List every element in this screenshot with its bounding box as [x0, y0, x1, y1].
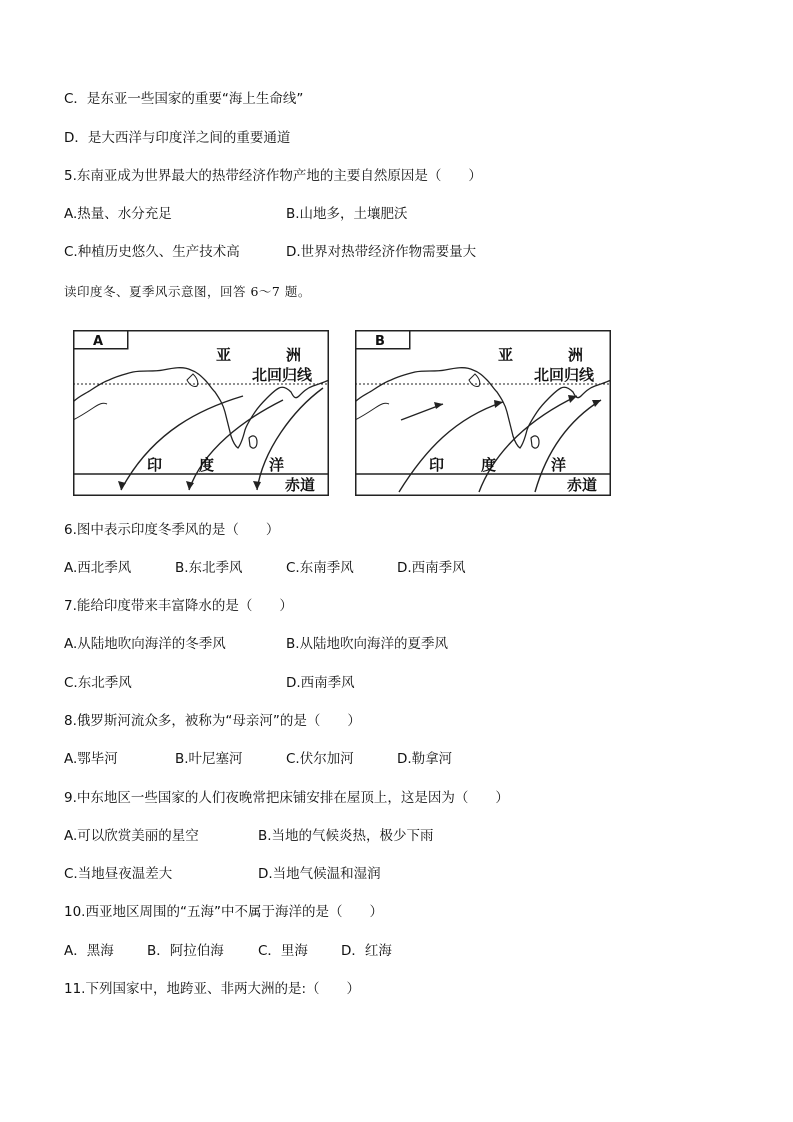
q10-option-c: C．里海	[258, 943, 308, 959]
q5-stem: 5.东南亚成为世界最大的热带经济作物产地的主要自然原因是（ ）	[64, 168, 482, 184]
q9-option-d: D.当地气候温和湿润	[258, 866, 381, 882]
tropic-label: 北回归线	[252, 366, 313, 384]
q10-option-d: D．红海	[341, 943, 392, 959]
ocean-char-1: 印	[147, 456, 163, 474]
q7-option-a: A.从陆地吹向海洋的冬季风	[64, 636, 226, 652]
ocean-char-2: 度	[199, 456, 215, 474]
q5-option-b: B.山地多，土壤肥沃	[286, 206, 408, 222]
q9-stem: 9.中东地区一些国家的人们夜晚常把床铺安排在屋顶上，这是因为（ ）	[64, 790, 509, 806]
q9-option-c: C.当地昼夜温差大	[64, 866, 173, 882]
q8-option-a: A.鄂毕河	[64, 751, 118, 767]
q8-stem: 8.俄罗斯河流众多，被称为“母亲河”的是（ ）	[64, 713, 361, 729]
continent-char-2: 洲	[568, 346, 584, 364]
q8-option-c: C.伏尔加河	[286, 751, 354, 767]
q10-option-a: A．黑海	[64, 943, 114, 959]
ocean-char-1: 印	[429, 456, 445, 474]
q7-option-b: B.从陆地吹向海洋的夏季风	[286, 636, 449, 652]
q4-option-d: D．是大西洋与印度洋之间的重要通道	[64, 130, 291, 146]
q7-stem: 7.能给印度带来丰富降水的是（ ）	[64, 598, 293, 614]
q9-option-a: A.可以欣赏美丽的星空	[64, 828, 199, 844]
q5-option-d: D.世界对热带经济作物需要量大	[286, 244, 477, 260]
panel-label: A	[93, 334, 104, 349]
monsoon-map-b	[355, 330, 611, 496]
q5-option-a: A.热量、水分充足	[64, 206, 172, 222]
continent-char-1: 亚	[216, 346, 232, 364]
q7-option-c: C.东北季风	[64, 675, 132, 691]
panel-label: B	[375, 334, 385, 349]
map-instruction: 读印度冬、夏季风示意图，回答 6～7 题。	[64, 284, 311, 299]
ocean-char-3: 洋	[551, 456, 567, 474]
continent-char-1: 亚	[498, 346, 514, 364]
ocean-char-2: 度	[481, 456, 497, 474]
q5-option-c: C.种植历史悠久、生产技术高	[64, 244, 240, 260]
q4-option-c: C．是东亚一些国家的重要“海上生命线”	[64, 91, 304, 107]
q10-option-b: B．阿拉伯海	[147, 943, 224, 959]
q8-option-d: D.勒拿河	[397, 751, 453, 767]
equator-label: 赤道	[567, 476, 598, 494]
q8-option-b: B.叶尼塞河	[175, 751, 243, 767]
q7-option-d: D.西南季风	[286, 675, 355, 691]
monsoon-map-a	[73, 330, 329, 496]
q6-option-a: A.西北季风	[64, 560, 132, 576]
tropic-label: 北回归线	[534, 366, 595, 384]
q6-option-d: D.西南季风	[397, 560, 466, 576]
q11-stem: 11.下列国家中，地跨亚、非两大洲的是:（ ）	[64, 981, 361, 997]
equator-label: 赤道	[285, 476, 316, 494]
q10-stem: 10.西亚地区周围的“五海”中不属于海洋的是（ ）	[64, 904, 383, 920]
q6-stem: 6.图中表示印度冬季风的是（ ）	[64, 522, 280, 538]
q6-option-c: C.东南季风	[286, 560, 354, 576]
q6-option-b: B.东北季风	[175, 560, 243, 576]
ocean-char-3: 洋	[269, 456, 285, 474]
q9-option-b: B.当地的气候炎热，极少下雨	[258, 828, 434, 844]
continent-char-2: 洲	[286, 346, 302, 364]
